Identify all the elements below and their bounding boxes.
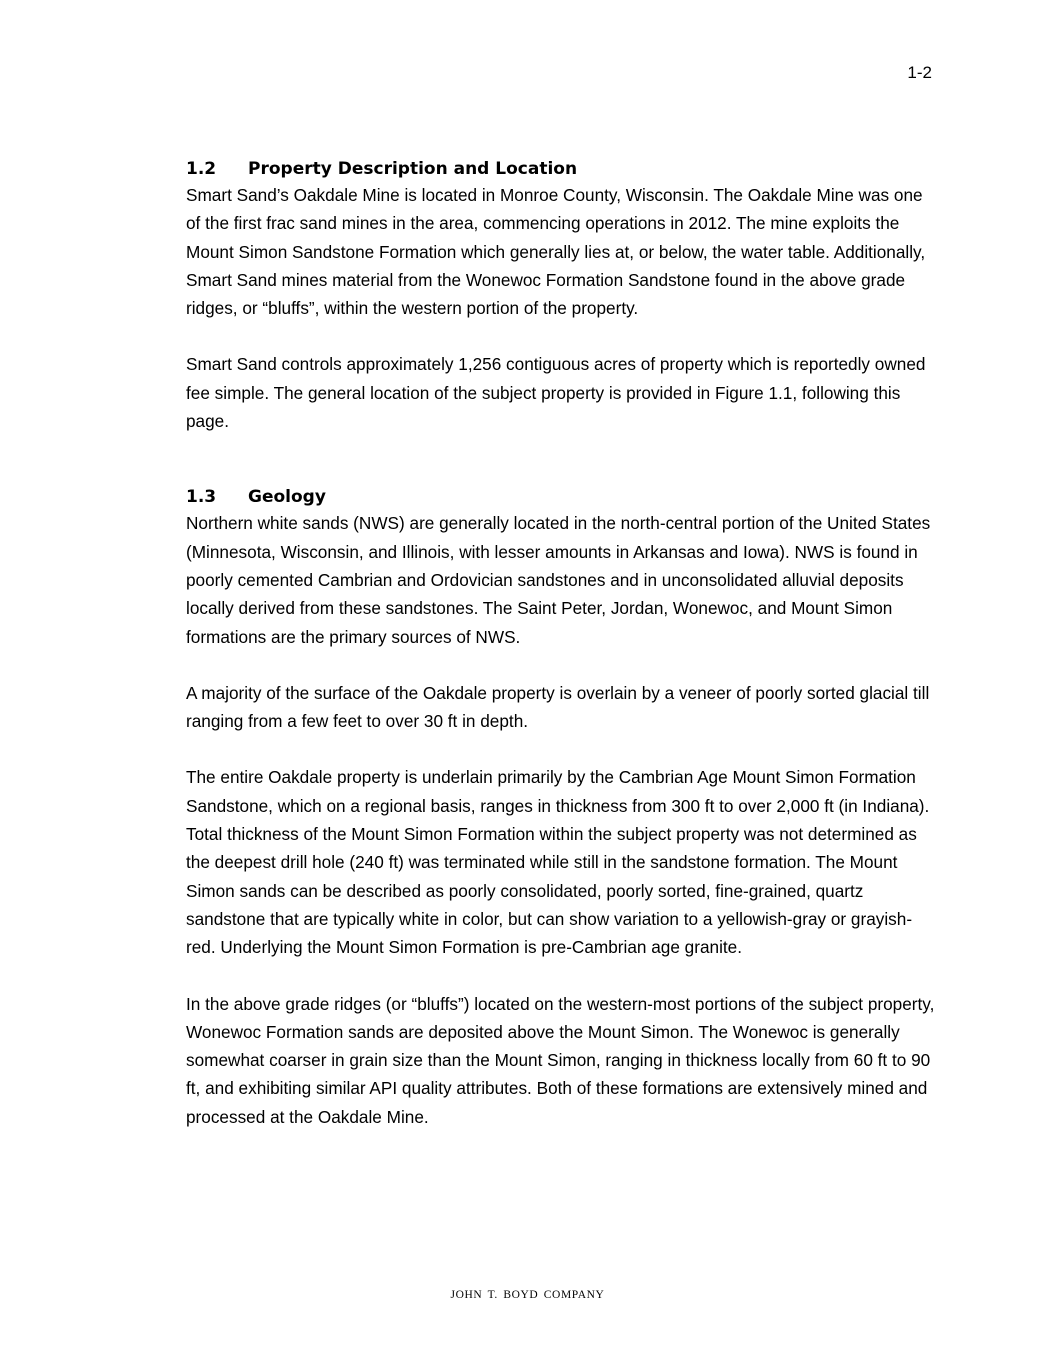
paragraph: Northern white sands (NWS) are generally located in the north-central portion of the United States (Minnesota, Wisconsin, and Illinois, with lesser amounts in Arkansas and Iowa). NWS is found in poorly cemented Cambrian and Ordovician sandstones and in unconsolidated alluvial deposits locally derived from these sandstones. The Saint Peter, Jordan, Wonewoc, and Mount Simon formations are the primary sources of NWS.	[186, 513, 931, 647]
section-heading-property	[186, 157, 936, 181]
paragraph: Smart Sand controls approximately 1,256 contiguous acres of property which is reportedly owned fee simple. The general location of the subject property is provided in Figure 1.1, following this page.	[186, 354, 926, 432]
document-body	[186, 157, 936, 1131]
paragraph: In the above grade ridges (or “bluffs”) located on the western-most portions of the subject property, Wonewoc Formation sands are deposited above the Mount Simon. The Wonewoc is generally somewhat coarser in grain size than the Mount Simon, ranging in thickness locally from 60 ft to 90 ft, and exhibiting similar API quality attributes. Both of these formations are extensively mined and processed at the Oakdale Mine.	[186, 993, 935, 1127]
section-title: Geology	[248, 487, 326, 508]
paragraph: The entire Oakdale property is underlain primarily by the Cambrian Age Mount Simon Formation Sandstone, which on a regional basis, ranges in thickness from 300 ft to over 2,000 ft (in Indiana). Total thickness of the Mount Simon Formation within the subject property was not determined as the deepest drill hole (240 ft) was terminated while still in the sandstone formation. The Mount Simon sands can be described as poorly consolidated, poorly sorted, fine-grained, quartz sandstone that are typically white in color, but can show variation to a yellowish-gray or grayish-red. Underlying the Mount Simon Formation is pre-Cambrian age granite.	[186, 767, 930, 958]
paragraph: A majority of the surface of the Oakdale property is overlain by a veneer of poorly sorted glacial till ranging from a few feet to over 30 ft in depth.	[186, 682, 930, 732]
section-heading-geology	[186, 485, 936, 509]
footer-company-name: JOHN T. BOYD COMPANY	[450, 1289, 605, 1301]
page-number: 1-2	[907, 63, 932, 82]
paragraph: Smart Sand’s Oakdale Mine is located in Monroe County, Wisconsin. The Oakdale Mine was one of the first frac sand mines in the area, commencing operations in 2012. The mine exploits the Mount Simon Sandstone Formation which generally lies at, or below, the water table. Additionally, Smart Sand mines material from the Wonewoc Formation Sandstone found in the above grade ridges, or “bluffs”, within the western portion of the property.	[186, 185, 926, 319]
section-number: 1.2	[186, 159, 217, 179]
section-title: Property Description and Location	[248, 159, 578, 179]
section-number: 1.3	[186, 487, 217, 508]
